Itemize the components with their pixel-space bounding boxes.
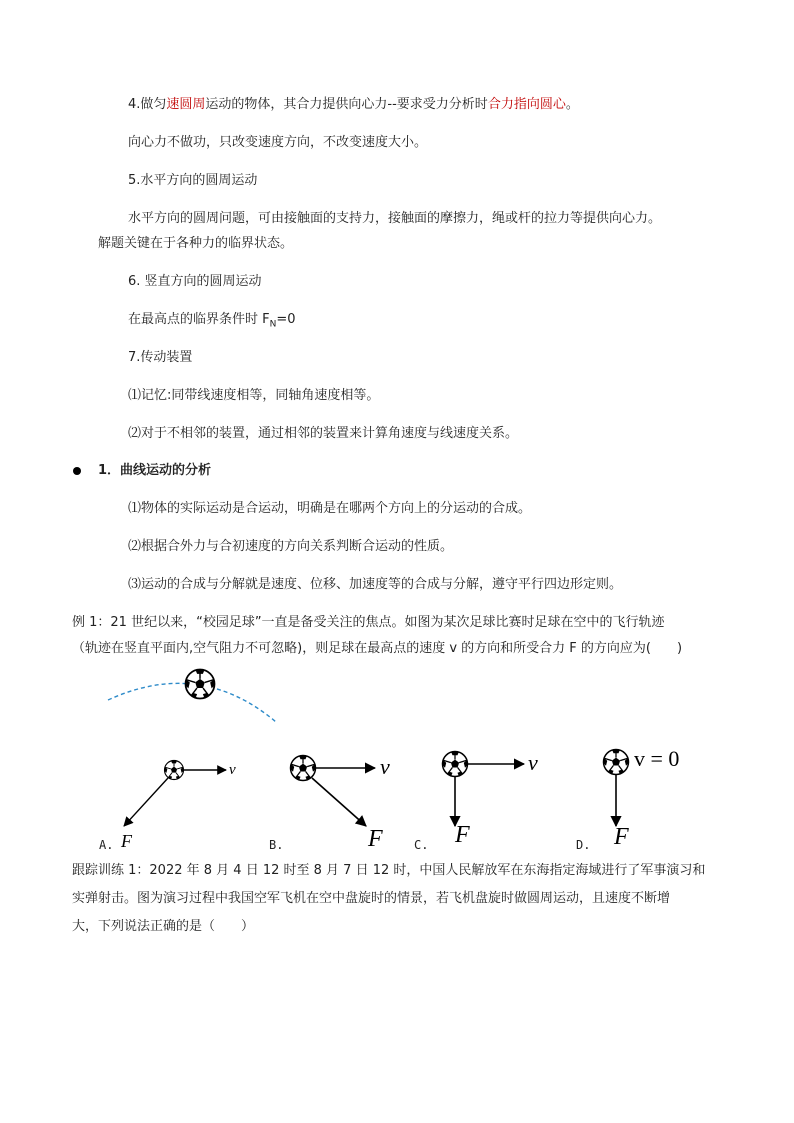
point-4-text-c: 。 — [565, 97, 579, 112]
option-c-label[interactable]: C. — [414, 838, 429, 852]
example-1-line-1: 例 1：21 世纪以来，“校园足球”一直是备受关注的焦点。如图为某次足球比赛时足球在空中的飞行轨迹 — [72, 615, 665, 630]
option-a-v-label: v — [229, 762, 236, 778]
option-a-label[interactable]: A. — [99, 838, 114, 852]
point-6-cond-end: =0 — [276, 312, 296, 327]
option-a-figure — [124, 761, 226, 827]
point-5-line-2: 解题关键在于各种力的临界状态。 — [98, 236, 294, 251]
point-6-title: 6. 竖直方向的圆周运动 — [128, 274, 262, 289]
option-d-figure — [604, 750, 629, 827]
point-6-cond-text: 在最高点的临界条件时 F — [128, 312, 270, 327]
option-c-figure — [443, 752, 525, 827]
option-b-v-label: v — [380, 754, 390, 779]
training-1-line-1: 跟踪训练 1：2022 年 8 月 4 日 12 时至 8 月 7 日 12 时，中国人民解放军在东海指定海域进行了军事演习和 — [72, 863, 706, 878]
option-a-f-label: F — [121, 831, 132, 851]
example-1-line-2: （轨迹在竖直平面内,空气阻力不可忽略)，则足球在最高点的速度 v 的方向和所受合力 F 的方向应为( ) — [72, 641, 683, 656]
point-7-item-2: ⑵对于不相邻的装置，通过相邻的装置来计算角速度与线速度关系。 — [128, 426, 519, 441]
section-1-item-1: ⑴物体的实际运动是合运动，明确是在哪两个方向上的分运动的合成。 — [128, 501, 532, 516]
point-6-cond-sub: N — [269, 319, 277, 330]
section-1-item-2: ⑵根据合外力与合初速度的方向关系判断合运动的性质。 — [128, 539, 454, 554]
option-b-label[interactable]: B. — [269, 838, 284, 852]
point-7-title: 7.传动装置 — [128, 350, 193, 365]
option-b-f-label: F — [368, 826, 383, 852]
section-1-heading: 1．曲线运动的分析 — [98, 463, 212, 478]
training-1-line-3: 大，下列说法正确的是（ ） — [72, 919, 255, 934]
point-4-highlight-2: 合力指向圆心 — [487, 97, 566, 112]
option-d-label[interactable]: D. — [576, 838, 591, 852]
point-4-text-b: 运动的物体，其合力提供向心力--要求受力分析时 — [205, 97, 488, 112]
option-d-f-label: F — [614, 824, 629, 850]
point-4-text-a: 4.做匀 — [128, 97, 167, 112]
option-c-f-label: F — [455, 822, 470, 848]
point-4-highlight-1: 速圆周 — [166, 97, 206, 112]
top-ball — [186, 670, 215, 699]
point-5-title: 5.水平方向的圆周运动 — [128, 173, 258, 188]
option-c-v-label: v — [528, 750, 538, 775]
point-5-line-1: 水平方向的圆周问题，可由接触面的支持力，接触面的摩擦力，绳或杆的拉力等提供向心力。 — [128, 211, 662, 226]
training-1-line-2: 实弹射击。图为演习过程中我国空军飞机在空中盘旋时的情景，若飞机盘旋时做圆周运动，且速度不断增 — [72, 891, 671, 906]
section-1-item-3: ⑶运动的合成与分解就是速度、位移、加速度等的合成与分解，遵守平行四边形定则。 — [128, 577, 623, 592]
point-4-note: 向心力不做功，只改变速度方向，不改变速度大小。 — [128, 135, 428, 150]
option-b-figure — [291, 756, 376, 827]
option-d-v-zero-label: v = 0 — [634, 746, 680, 771]
point-7-item-1: ⑴记忆:同带线速度相等，同轴角速度相等。 — [128, 388, 380, 403]
